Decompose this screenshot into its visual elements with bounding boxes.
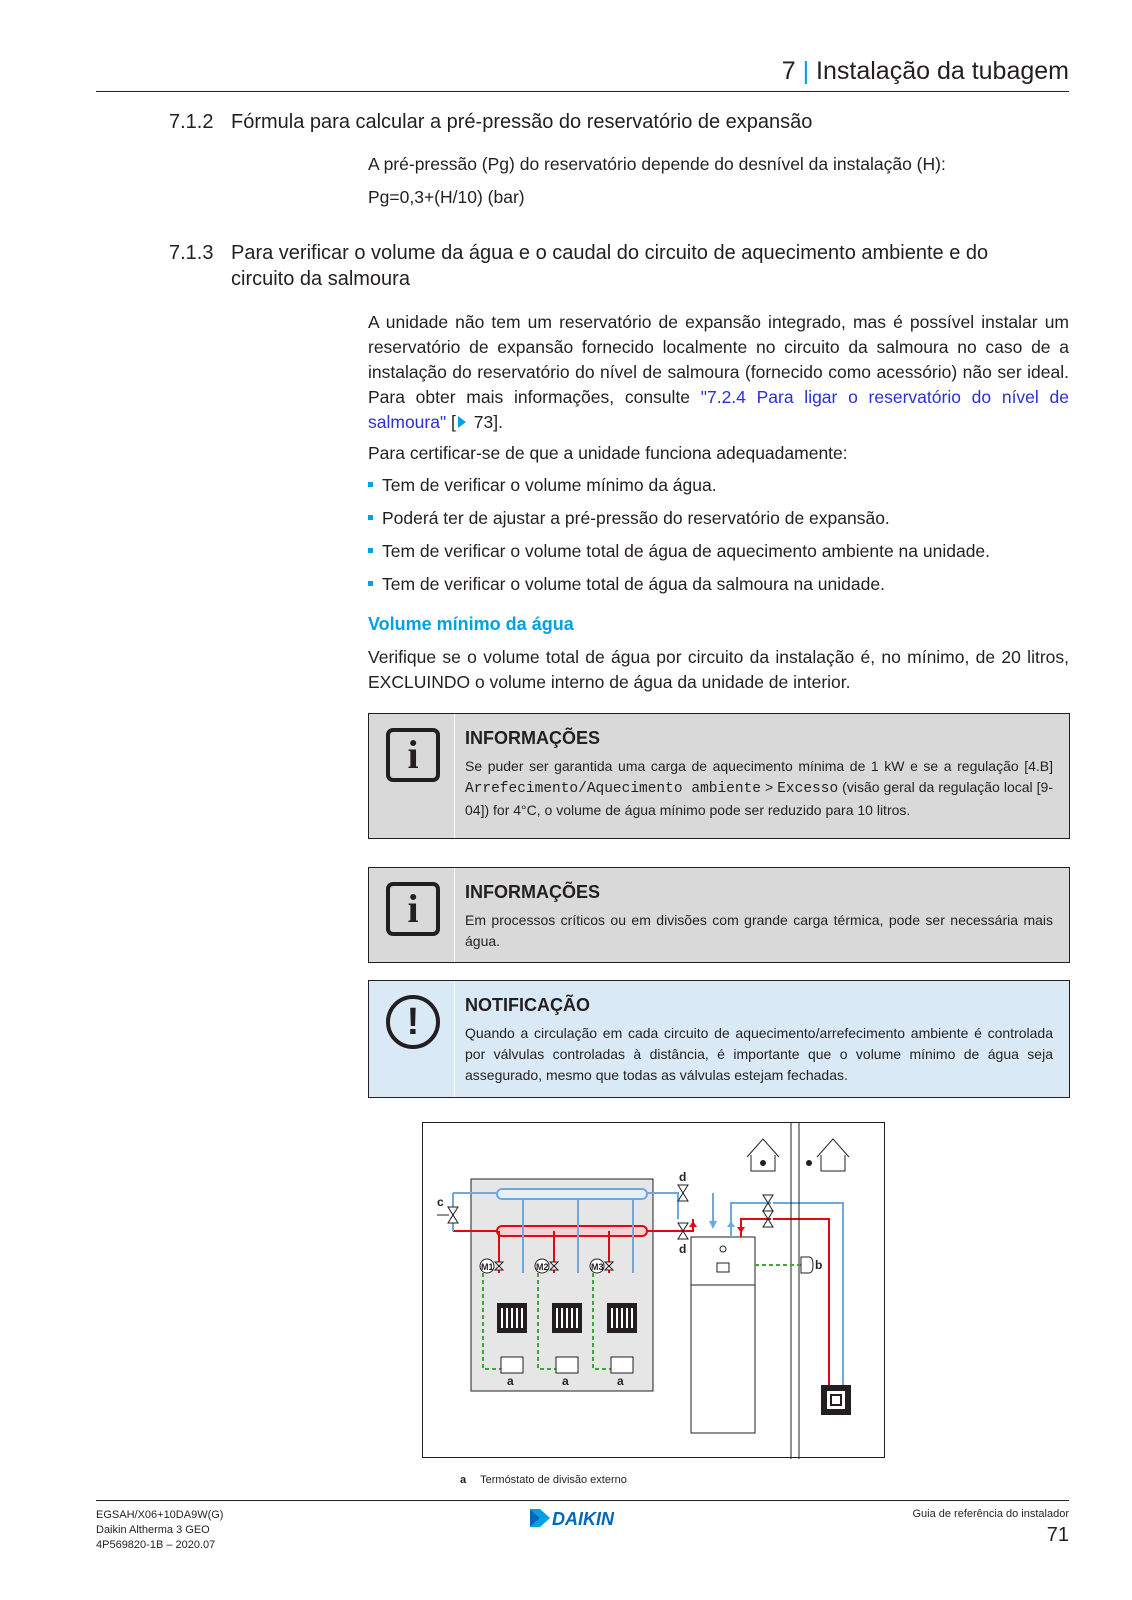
info-text: Em processos críticos ou em divisões com grande carga térmica, pode ser necessária mais água. [465,912,1053,949]
label-a: a [617,1374,624,1388]
bullet-item [368,473,717,498]
info-title: INFORMAÇÕES [465,728,600,748]
reference-bracket: [ [446,412,456,432]
setting-value: Excesso [777,781,839,797]
info-content [465,714,1069,831]
info-text [465,756,1053,821]
label-a: a [562,1374,569,1388]
house-outdoor-icon [806,1139,849,1171]
paragraph: A pré-pressão (Pg) do reservatório depende do desnível da instalação (H): [368,154,946,174]
label-c: c [437,1195,444,1209]
section-7-1-2-heading [169,109,812,135]
section-number: 7.1.3 [169,242,214,264]
section-number: 7.1.2 [169,111,214,133]
paragraph-text: A unidade não tem um reservatório de expansão integrado, mas é possível instalar um reservatório de expansão fornecido localmente no circuito da salmoura no caso de a instalação do reservatório do nível de salmoura (fornecido como acessório) não ser ideal. Para obter mais informações, consulte [368,312,1069,407]
chapter-heading: 7 | Instalação da tubagem [781,57,1069,85]
notice-text: Quando a circulação em cada circuito de aquecimento/arrefecimento ambiente é controlada por válvulas controladas à distância, é importante que o volume mínimo de água seja assegurado, mesmo que todas as válvulas estejam fechadas. [465,1025,1053,1083]
notice-box [368,980,1070,1098]
icon-column [369,981,455,1097]
info-text-part: Se puder ser garantida uma carga de aquecimento mínima de 1 kW e se a regulação [4.B] [465,758,1053,774]
label-a: a [507,1374,514,1388]
info-icon: i [386,728,440,782]
bullet-icon [368,581,373,586]
isolation-valves-d [678,1170,688,1256]
bypass-valve [448,1207,458,1215]
diagram-svg [423,1123,886,1459]
section-7-1-2-body [368,152,1069,210]
hot-manifold [497,1226,647,1236]
house-indoor-icon [747,1139,779,1171]
label-d: d [679,1170,687,1184]
paragraph [368,310,1069,435]
document-code: 4P569820-1B – 2020.07 [96,1539,216,1551]
section-title-line1: Para verificar o volume da água e o caudal do circuito de aquecimento ambiente e do [231,242,989,264]
section-7-1-3-intro [368,310,1069,435]
info-title: INFORMAÇÕES [465,882,600,902]
product-name: Daikin Altherma 3 GEO [96,1524,210,1536]
page-number: 71 [1046,1524,1069,1546]
caption-text: Termóstato de divisão externo [480,1474,627,1486]
daikin-logo [528,1507,640,1529]
chapter-title: Instalação da tubagem [816,57,1069,85]
bypass-valve [448,1215,458,1223]
logo-text: DAIKIN [552,1509,614,1529]
installation-diagram [422,1122,885,1458]
bullet-text: Tem de verificar o volume mínimo da água. [382,475,717,495]
bullet-text: Tem de verificar o volume total de água de aquecimento ambiente na unidade. [382,541,991,561]
figure-caption [460,1474,627,1486]
icon-column [369,714,455,838]
section-7-1-3-heading [169,240,988,292]
notice-content [465,981,1069,1096]
caption-key: a [460,1474,467,1486]
bullet-icon [368,515,373,520]
page-header [96,56,1069,92]
info-icon: i [386,882,440,936]
bullet-item [368,506,890,531]
bullet-icon [368,548,373,553]
label-d: d [679,1242,687,1256]
page-reference: 73]. [468,412,503,432]
bullet-item [368,539,990,564]
chapter-number: 7 [781,57,796,85]
section-title: Fórmula para calcular a pré-pressão do reservatório de expansão [231,111,813,133]
label-m2: M2 [536,1262,549,1272]
subheading: Volume mínimo da água [368,614,574,634]
paragraph [368,441,1069,466]
indoor-unit [691,1237,755,1433]
bullet-text: Poderá ter de ajustar a pré-pressão do reservatório de expansão. [382,508,890,528]
paragraph [368,645,1069,695]
bullet-text: Tem de verificar o volume total de água da salmoura na unidade. [382,574,885,594]
label-b: b [815,1258,823,1272]
paragraph-text: Verifique se o volume total de água por circuito da instalação é, no mínimo, de 20 litros, EXCLUINDO o volume interno de água da unidade de interior. [368,647,1069,692]
section-title-line2: circuito da salmoura [231,268,410,290]
cold-manifold [497,1189,647,1199]
formula: Pg=0,3+(H/10) (bar) [368,187,525,207]
info-text-part: (visão geral da regulação local [9-04]) for 4°C, o volume de água mínimo pode ser reduzido para 10 litros. [465,779,1053,818]
setting-name: Arrefecimento/Aquecimento ambiente [465,781,761,797]
footer-left [96,1508,223,1553]
info-text-part: > [761,779,778,795]
guide-title: Guia de referência do instalador [912,1508,1069,1520]
info-box [368,713,1070,839]
bullet-icon [368,482,373,487]
label-m1: M1 [481,1262,494,1272]
bullet-item [368,572,885,597]
page-arrow-icon [458,416,466,428]
info-content [465,868,1069,962]
icon-column [369,868,455,962]
footer-divider [96,1500,1069,1501]
label-m3: M3 [591,1262,604,1272]
model-code: EGSAH/X06+10DA9W(G) [96,1509,224,1521]
info-box [368,867,1070,963]
cross-reference-link[interactable]: "7.2.4 Para ligar o reservatório do nível de salmoura" [368,387,1069,432]
notice-title: NOTIFICAÇÃO [465,995,590,1015]
exclamation-icon: ! [386,995,440,1049]
paragraph-text: Para certificar-se de que a unidade funciona adequadamente: [368,443,848,463]
